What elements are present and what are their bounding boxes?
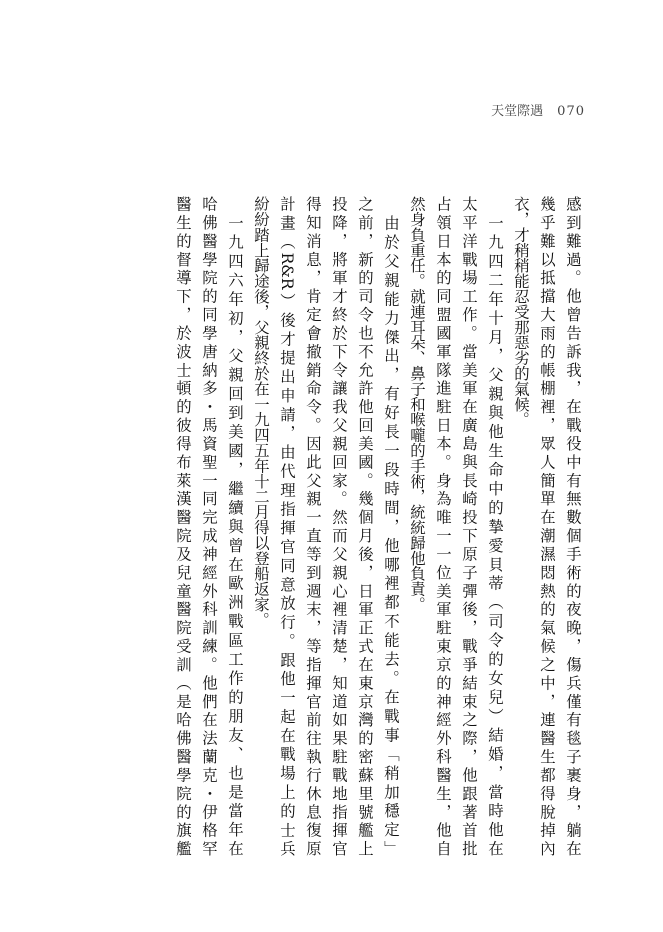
page-number: 070 [557,104,585,119]
running-title: 天堂際遇 [491,104,544,119]
text-line: 紛紛踏上歸途後，父親終於在一九四五年十二月得以登船返家。 [252,196,270,628]
text-line: 計畫（R&R）後才提出申請，由代理指揮官同意放行。跟他一起在戰場上的士兵 [278,196,296,856]
text-line: 衣，才稍稍能忍受那惡劣的氣候。 [512,196,530,427]
vertical-body-text [100,196,586,856]
text-line: 哈佛醫學院的同學唐納多・馬資聖一同完成神經外科訓練。他們在法蘭克・伊格罕 [200,196,218,856]
text-line: 然身負重任。就連耳朵、鼻子和喉嚨的手術，統統歸他負責。 [408,196,426,612]
text-line: 一九四六年初，父親回到美國，繼續與曾在歐洲戰區工作的朋友、也是當年在 [226,196,244,856]
text-line: 一九四二年十月，父親與他生命中的摯愛貝蒂（司令的女兒）結婚，當時他在 [486,196,504,856]
text-line: 之前，新的司令也不允許他回美國。幾個月後，日軍正式在東京灣的密蘇里號艦上 [356,196,374,856]
text-line: 投降，將軍才終於下令讓我父親回家。然而父親心裡清楚，知道如果駐戰地指揮官 [330,196,348,856]
text-line: 太平洋戰場工作。當美軍在廣島與長崎投下原子彈後，戰爭結束之際，他跟著首批 [460,196,478,856]
text-line: 得知消息，肯定會撤銷命令。因此父親一直等到週末，等指揮官前往執行休息復原 [304,196,322,856]
text-line: 感到難過。他曾告訴我，在戰役中有無數個手術的夜晚，傷兵僅有毯子裹身，躺在 [564,196,582,856]
text-line: 醫生的督導下，於波士頓的彼得布萊漢醫院及兒童醫院受訓（是哈佛醫學院的旗艦 [174,196,192,856]
text-line: 占領日本的同盟國軍隊進駐日本。身為唯一一位美軍駐東京的神經外科醫生，他自 [434,196,452,856]
text-line: 由於父親能力傑出，有好長一段時間，他哪裡都不能去。在戰事「稍加穩定」 [382,196,400,856]
page-header [491,100,585,119]
text-line: 幾乎難以抵擋大雨的帳棚裡，眾人簡單在潮濕悶熱的氣候之中，連醫生都得脫掉內 [538,196,556,856]
